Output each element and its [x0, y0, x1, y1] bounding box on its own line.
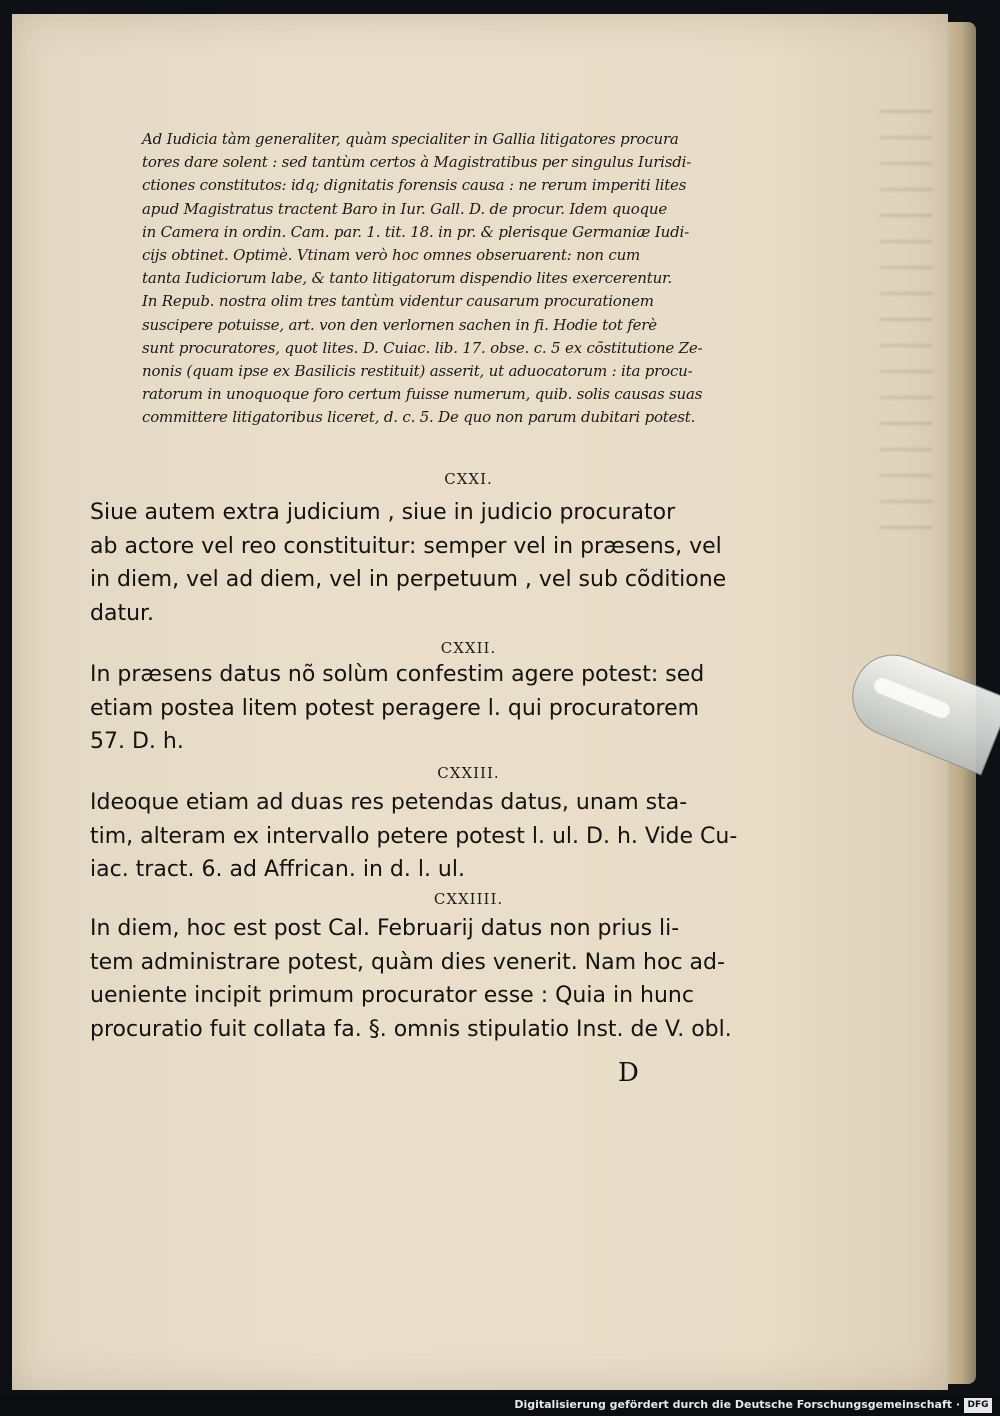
section-line: iac. tract. 6. ad Affrican. in d. l. ul. [90, 857, 465, 882]
dfg-logo: DFG [964, 1398, 992, 1413]
section-line: In præsens datus nõ solùm confestim agere potest: sed [90, 662, 705, 687]
commentary-block [142, 128, 722, 429]
section-line: tim, alteram ex intervallo petere potest l. ul. D. h. Vide Cu- [90, 823, 738, 849]
commentary-line: apud Magistratus tractent Baro in Iur. Gall. D. de procur. Idem quoque [142, 199, 668, 218]
footer-bar [0, 1396, 1000, 1416]
section-text [90, 496, 730, 630]
section-line: tem administrare potest, quàm dies venerit. Nam hoc ad- [90, 949, 725, 975]
commentary-line: suscipere potuisse, art. von den verlornen sachen in fi. Hodie tot ferè [142, 315, 657, 334]
section-text [90, 658, 730, 759]
section-line: 57. D. h. [90, 729, 184, 754]
commentary-line: cijs obtinet. Optimè. Vtinam verò hoc omnes obseruarent: non cum [142, 245, 641, 264]
section-numeral: CXXIII. [437, 764, 500, 782]
signature-mark: D [618, 1058, 639, 1088]
section-line: ueniente incipit primum procurator esse : Quia in hunc [90, 983, 694, 1008]
section-text [90, 786, 738, 887]
commentary-line: ratorum in unoquoque foro certum fuisse numerum, quib. solis causas suas [142, 385, 703, 404]
commentary-line: ctiones constitutos: idq; dignitatis forensis causa : ne rerum imperiti lites [142, 176, 687, 195]
section-line: procuratio fuit collata fa. §. omnis stipulatio Inst. de V. obl. [90, 1016, 732, 1042]
commentary-line: in Camera in ordin. Cam. par. 1. tit. 18. in pr. & plerisque Germaniæ Iudi- [142, 222, 689, 241]
section-line: etiam postea litem potest peragere l. qui procuratorem [90, 695, 700, 721]
section-numeral: CXXI. [444, 470, 493, 488]
section-numeral: CXXIIII. [433, 890, 504, 908]
commentary-line: In Repub. nostra olim tres tantùm videntur causarum procurationem [142, 292, 654, 311]
section-line: in diem, vel ad diem, vel in perpetuum , vel sub cõditione [90, 567, 727, 592]
section-numeral: CXXII. [440, 639, 497, 657]
commentary-line: nonis (quam ipse ex Basilicis restituit) asserit, ut aduocatorum : ita procu- [142, 361, 693, 380]
footer-credit: Digitalisierung gefördert durch die Deutsche Forschungsgemeinschaft · [514, 1398, 960, 1411]
commentary-line: tores dare solent : sed tantùm certos à Magistratibus per singulus Iurisdi- [142, 153, 692, 172]
commentary-line: tanta Iudiciorum labe, & tanto litigatorum dispendio lites exercerentur. [142, 269, 672, 288]
section-line: Ideoque etiam ad duas res petendas datus, unam sta- [90, 790, 688, 815]
section-line: ab actore vel reo constituitur: semper vel in præsens, vel [90, 533, 722, 559]
section-text [90, 912, 730, 1046]
commentary-line: Ad Iudicia tàm generaliter, quàm specialiter in Gallia litigatores procura [142, 130, 679, 148]
section-line: datur. [90, 600, 155, 626]
section-line: In diem, hoc est post Cal. Februarij datus non prius li- [90, 916, 680, 941]
commentary-line: committere litigatoribus liceret, d. c. 5. De quo non parum dubitari potest. [142, 408, 696, 427]
commentary-line: sunt procuratores, quot lites. D. Cuiac. lib. 17. obse. c. 5 ex cõstitutione Ze- [142, 338, 703, 357]
section-line: Siue autem extra judicium , siue in judicio procurator [90, 500, 676, 525]
